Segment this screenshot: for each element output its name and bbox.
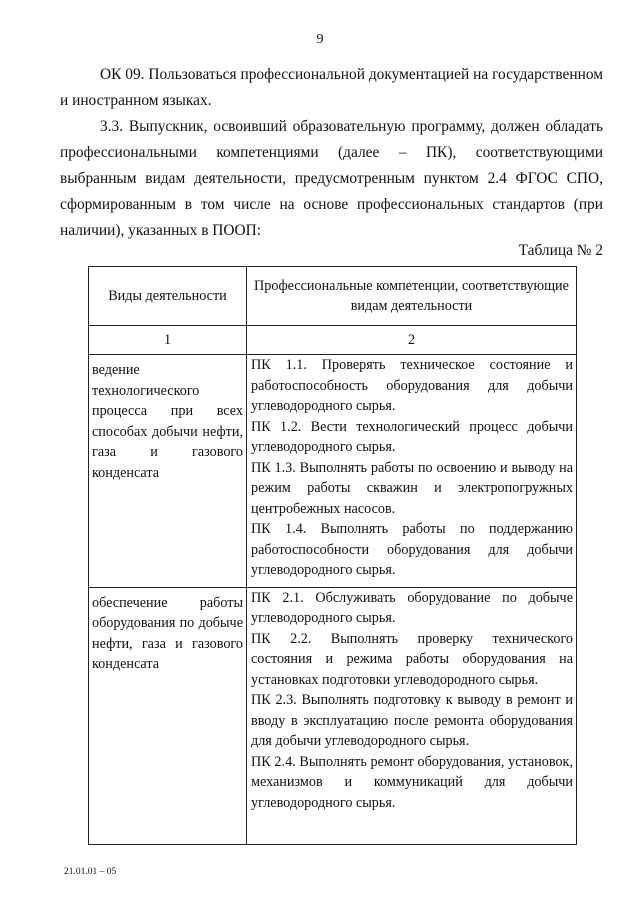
competency-item: ПК 2.1. Обслуживать оборудование по добыче углеводородного сырья.	[251, 589, 573, 626]
competency-item: ПК 1.4. Выполнять работы по поддержанию работоспособности оборудования для добычи углеводородного сырья.	[251, 521, 573, 578]
table-row	[89, 355, 577, 588]
paragraph-ok09: ОК 09. Пользоваться профессиональной документацией на государственном и иностранном языках.	[60, 66, 603, 109]
column-number-1: 1	[89, 326, 247, 355]
header-activity: Виды деятельности	[89, 267, 247, 326]
column-number-2: 2	[247, 326, 577, 355]
competencies-cell	[247, 587, 577, 844]
activity-cell: обеспечение работы оборудования по добыче нефти, газа и газового конденсата	[89, 587, 247, 844]
table-caption: Таблица № 2	[518, 242, 603, 259]
footer-code: 21.01.01 – 05	[64, 867, 117, 877]
page-number: 9	[316, 32, 324, 47]
table-row	[89, 587, 577, 844]
competency-item: ПК 1.2. Вести технологический процесс добычи углеводородного сырья.	[251, 418, 573, 455]
competency-item: ПК 1.1. Проверять техническое состояние и работоспособность оборудования для добычи углеводородного сырья.	[251, 357, 573, 414]
paragraph-3-3: 3.3. Выпускник, освоивший образовательную программу, должен обладать профессиональными компетенциями (далее – ПК), соответствующими выбранным видам деятельности, предусмотренным пунктом 2.4 ФГОС СПО, сформированным в том числе на основе профессиональных стандартов (при наличии), указанных в ПООП:	[60, 118, 603, 239]
competency-item: ПК 2.4. Выполнять ремонт оборудования, установок, механизмов и коммуникаций для добычи углеводородного сырья.	[251, 753, 573, 811]
header-competencies: Профессиональные компетенции, соответствующие видам деятельности	[247, 267, 577, 326]
competencies-table	[88, 266, 577, 845]
competencies-cell	[247, 355, 577, 588]
competency-item: ПК 2.2. Выполнять проверку технического состояния и режима работы оборудования на установках подготовки углеводородного сырья.	[251, 630, 573, 688]
table-header-row	[89, 267, 577, 326]
table-number-row	[89, 326, 577, 355]
competency-item: ПК 2.3. Выполнять подготовку к выводу в ремонт и вводу в эксплуатацию после ремонта оборудования для добычи углеводородного сырья.	[251, 692, 573, 749]
competency-item: ПК 1.3. Выполнять работы по освоению и выводу на режим работы скважин и электропогружных центробежных насосов.	[251, 459, 573, 517]
activity-cell: ведение технологического процесса при всех способах добычи нефти, газа и газового конденсата	[89, 355, 247, 588]
